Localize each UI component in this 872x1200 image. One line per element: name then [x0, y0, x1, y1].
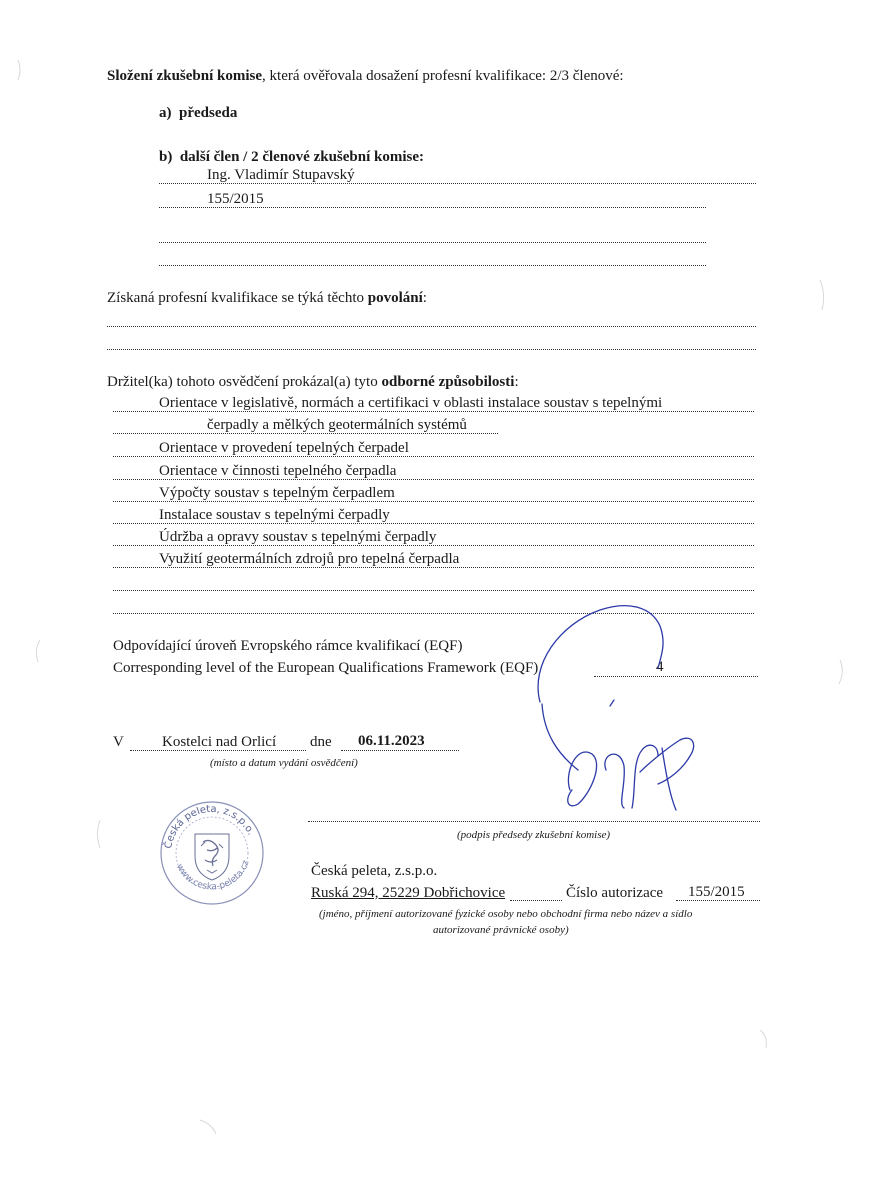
stamp-text-bottom: www.ceska-peleta.cz — [173, 859, 252, 893]
competency-line-blank-1 — [113, 590, 754, 591]
competency-item-6: Instalace soustav s tepelnými čerpadly — [159, 507, 390, 523]
profession-text-end: : — [422, 290, 427, 306]
item-a-label: a) — [159, 105, 172, 121]
svg-text:Česká peleta, z.s.p.o. — [161, 804, 256, 850]
competency-item-8: Využití geotermálních zdrojů pro tepelná čerpadla — [159, 551, 460, 567]
issue-date: 06.11.2023 — [358, 733, 425, 749]
blank-line-2 — [159, 265, 706, 266]
issue-dne-label: dne — [310, 734, 332, 750]
member-name: Ing. Vladimír Stupavský — [207, 167, 355, 183]
profession-line-2 — [107, 349, 756, 350]
item-a-text: předseda — [179, 105, 238, 121]
authority-auth-number: 155/2015 — [688, 884, 745, 900]
eqf-line-en: Corresponding level of the European Qualifications Framework (EQF) — [113, 660, 539, 676]
competencies-text-start: Držitel(ka) tohoto osvědčení prokázal(a) tyto — [107, 374, 382, 390]
profession-line-1 — [107, 326, 756, 327]
profession-text-bold: povolání — [367, 290, 423, 306]
authority-address: Ruská 294, 25229 Dobřichovice — [311, 885, 506, 901]
organization-stamp — [157, 798, 267, 908]
competency-item-4: Orientace v činnosti tepelného čerpadla — [159, 463, 397, 479]
competency-item-5: Výpočty soustav s tepelným čerpadlem — [159, 485, 395, 501]
competency-item-3: Orientace v provedení tepelných čerpadel — [159, 440, 409, 456]
competency-item-1: Orientace v legislativě, normách a certifikaci v oblasti instalace soustav s tepelnými — [159, 395, 663, 411]
coat-of-arms-icon — [195, 834, 229, 880]
issue-place: Kostelci nad Orlicí — [162, 734, 277, 750]
issue-caption: (místo a datum vydání osvědčení) — [210, 757, 358, 769]
item-a — [159, 104, 237, 122]
eqf-line-cz: Odpovídající úroveň Evropského rámce kvalifikací (EQF) — [113, 638, 463, 654]
signature-caption: (podpis předsedy zkušební komise) — [457, 829, 611, 841]
authority-address-dots — [510, 900, 562, 901]
competencies-text — [107, 373, 519, 391]
authority-name: Česká peleta, z.s.p.o. — [311, 863, 438, 879]
stamp-text-top: Česká peleta, z.s.p.o. — [163, 803, 257, 850]
competency-item-2: čerpadly a mělkých geotermálních systémů — [207, 417, 467, 433]
item-b-text: další člen / 2 členové zkušební komise: — [179, 149, 425, 165]
authority-caption-1: (jméno, příjmení autorizované fyzické osoby nebo obchodní firma nebo název a sídlo — [319, 908, 693, 920]
issue-v-label: V — [113, 734, 124, 750]
item-b — [159, 148, 424, 166]
blank-line-1 — [159, 242, 706, 243]
item-b-label: b) — [159, 149, 173, 165]
profession-text-start: Získaná profesní kvalifikace se týká těchto — [107, 290, 368, 306]
authority-auth-label: Číslo autorizace — [566, 885, 664, 901]
competencies-text-end: : — [514, 374, 519, 390]
commission-intro-rest: , která ověřovala dosažení profesní kvalifikace: 2/3 členové: — [262, 68, 624, 84]
competencies-text-bold: odborné způsobilosti — [381, 374, 515, 390]
authority-caption-2: autorizované právnické osoby) — [433, 924, 569, 936]
eqf-level: 4 — [656, 659, 664, 675]
issue-date-line — [341, 750, 459, 751]
commission-intro-bold: Složení zkušební komise — [107, 68, 263, 84]
commission-intro — [107, 67, 624, 85]
profession-text — [107, 289, 427, 307]
member-number: 155/2015 — [207, 191, 264, 207]
handwritten-signature — [520, 594, 740, 824]
competency-item-7: Údržba a opravy soustav s tepelnými čerpadly — [159, 529, 437, 545]
